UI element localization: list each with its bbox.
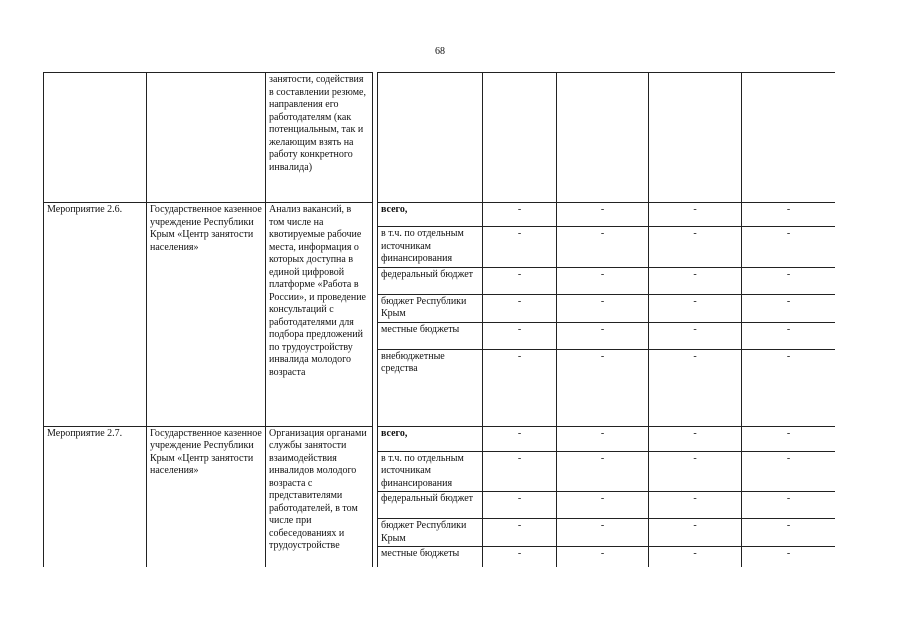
cell-empty: [147, 73, 266, 203]
table-row: [44, 426, 836, 451]
funding-source: всего,: [378, 426, 483, 451]
value-cell: -: [557, 426, 649, 451]
value-cell: -: [649, 492, 742, 519]
cell-empty: [483, 73, 557, 203]
funding-source: в т.ч. по отдельным источникам финансирования: [378, 451, 483, 492]
value-cell: -: [483, 349, 557, 426]
continuation-description: занятости, содействия в составлении резюме, направления его работодателям (как потенциальным, так и желающим взять на работу конкретного инвалида): [266, 73, 373, 203]
value-cell: -: [483, 547, 557, 568]
value-cell: -: [483, 267, 557, 294]
value-cell: -: [742, 492, 836, 519]
value-cell: -: [742, 294, 836, 322]
value-cell: -: [649, 294, 742, 322]
value-cell: -: [649, 519, 742, 547]
funding-source: федеральный бюджет: [378, 267, 483, 294]
funding-source: всего,: [378, 203, 483, 227]
funding-source: в т.ч. по отдельным источникам финансирования: [378, 227, 483, 268]
continuation-row: [44, 73, 836, 203]
value-cell: -: [557, 227, 649, 268]
event-executor: Государственное казенное учреждение Республики Крым «Центр занятости населения»: [147, 203, 266, 427]
value-cell: -: [649, 451, 742, 492]
value-cell: -: [483, 492, 557, 519]
funding-source: внебюджетные средства: [378, 349, 483, 426]
event-description: Организация органами службы занятости взаимодействия инвалидов молодого возраста с представителями работодателей, в том числе при собеседованиях и трудоустройстве: [266, 426, 373, 567]
funding-source: федеральный бюджет: [378, 492, 483, 519]
value-cell: -: [649, 267, 742, 294]
value-cell: -: [649, 426, 742, 451]
funding-table: [43, 72, 835, 567]
event-name: Мероприятие 2.6.: [44, 203, 147, 427]
value-cell: -: [742, 349, 836, 426]
funding-source: бюджет Республики Крым: [378, 294, 483, 322]
cell-empty: [649, 73, 742, 203]
value-cell: -: [483, 227, 557, 268]
value-cell: -: [742, 426, 836, 451]
value-cell: -: [483, 519, 557, 547]
value-cell: -: [742, 322, 836, 349]
page-number: 68: [435, 46, 445, 57]
funding-table-container: [43, 72, 835, 567]
value-cell: -: [742, 451, 836, 492]
funding-source: бюджет Республики Крым: [378, 519, 483, 547]
value-cell: -: [483, 294, 557, 322]
value-cell: -: [557, 547, 649, 568]
table-row: [44, 203, 836, 227]
value-cell: -: [557, 519, 649, 547]
value-cell: -: [742, 547, 836, 568]
value-cell: -: [557, 349, 649, 426]
value-cell: -: [649, 349, 742, 426]
cell-empty: [44, 73, 147, 203]
value-cell: -: [557, 294, 649, 322]
value-cell: -: [649, 322, 742, 349]
cell-empty: [557, 73, 649, 203]
value-cell: -: [483, 426, 557, 451]
cell-empty: [378, 73, 483, 203]
value-cell: -: [557, 203, 649, 227]
funding-source: местные бюджеты: [378, 322, 483, 349]
value-cell: -: [557, 322, 649, 349]
event-description: Анализ вакансий, в том числе на квотируемые рабочие места, информация о которых доступна в единой цифровой платформе «Работа в России», и проведение консультаций с работодателями для подбора предложений по трудоустройству инвалида молодого возраста: [266, 203, 373, 427]
value-cell: -: [557, 267, 649, 294]
value-cell: -: [742, 203, 836, 227]
value-cell: -: [742, 519, 836, 547]
value-cell: -: [483, 451, 557, 492]
value-cell: -: [557, 451, 649, 492]
value-cell: -: [557, 492, 649, 519]
event-name: Мероприятие 2.7.: [44, 426, 147, 567]
value-cell: -: [649, 227, 742, 268]
value-cell: -: [483, 203, 557, 227]
value-cell: -: [742, 227, 836, 268]
cell-empty: [742, 73, 836, 203]
value-cell: -: [742, 267, 836, 294]
value-cell: -: [483, 322, 557, 349]
value-cell: -: [649, 547, 742, 568]
funding-source: местные бюджеты: [378, 547, 483, 568]
event-executor: Государственное казенное учреждение Республики Крым «Центр занятости населения»: [147, 426, 266, 567]
value-cell: -: [649, 203, 742, 227]
